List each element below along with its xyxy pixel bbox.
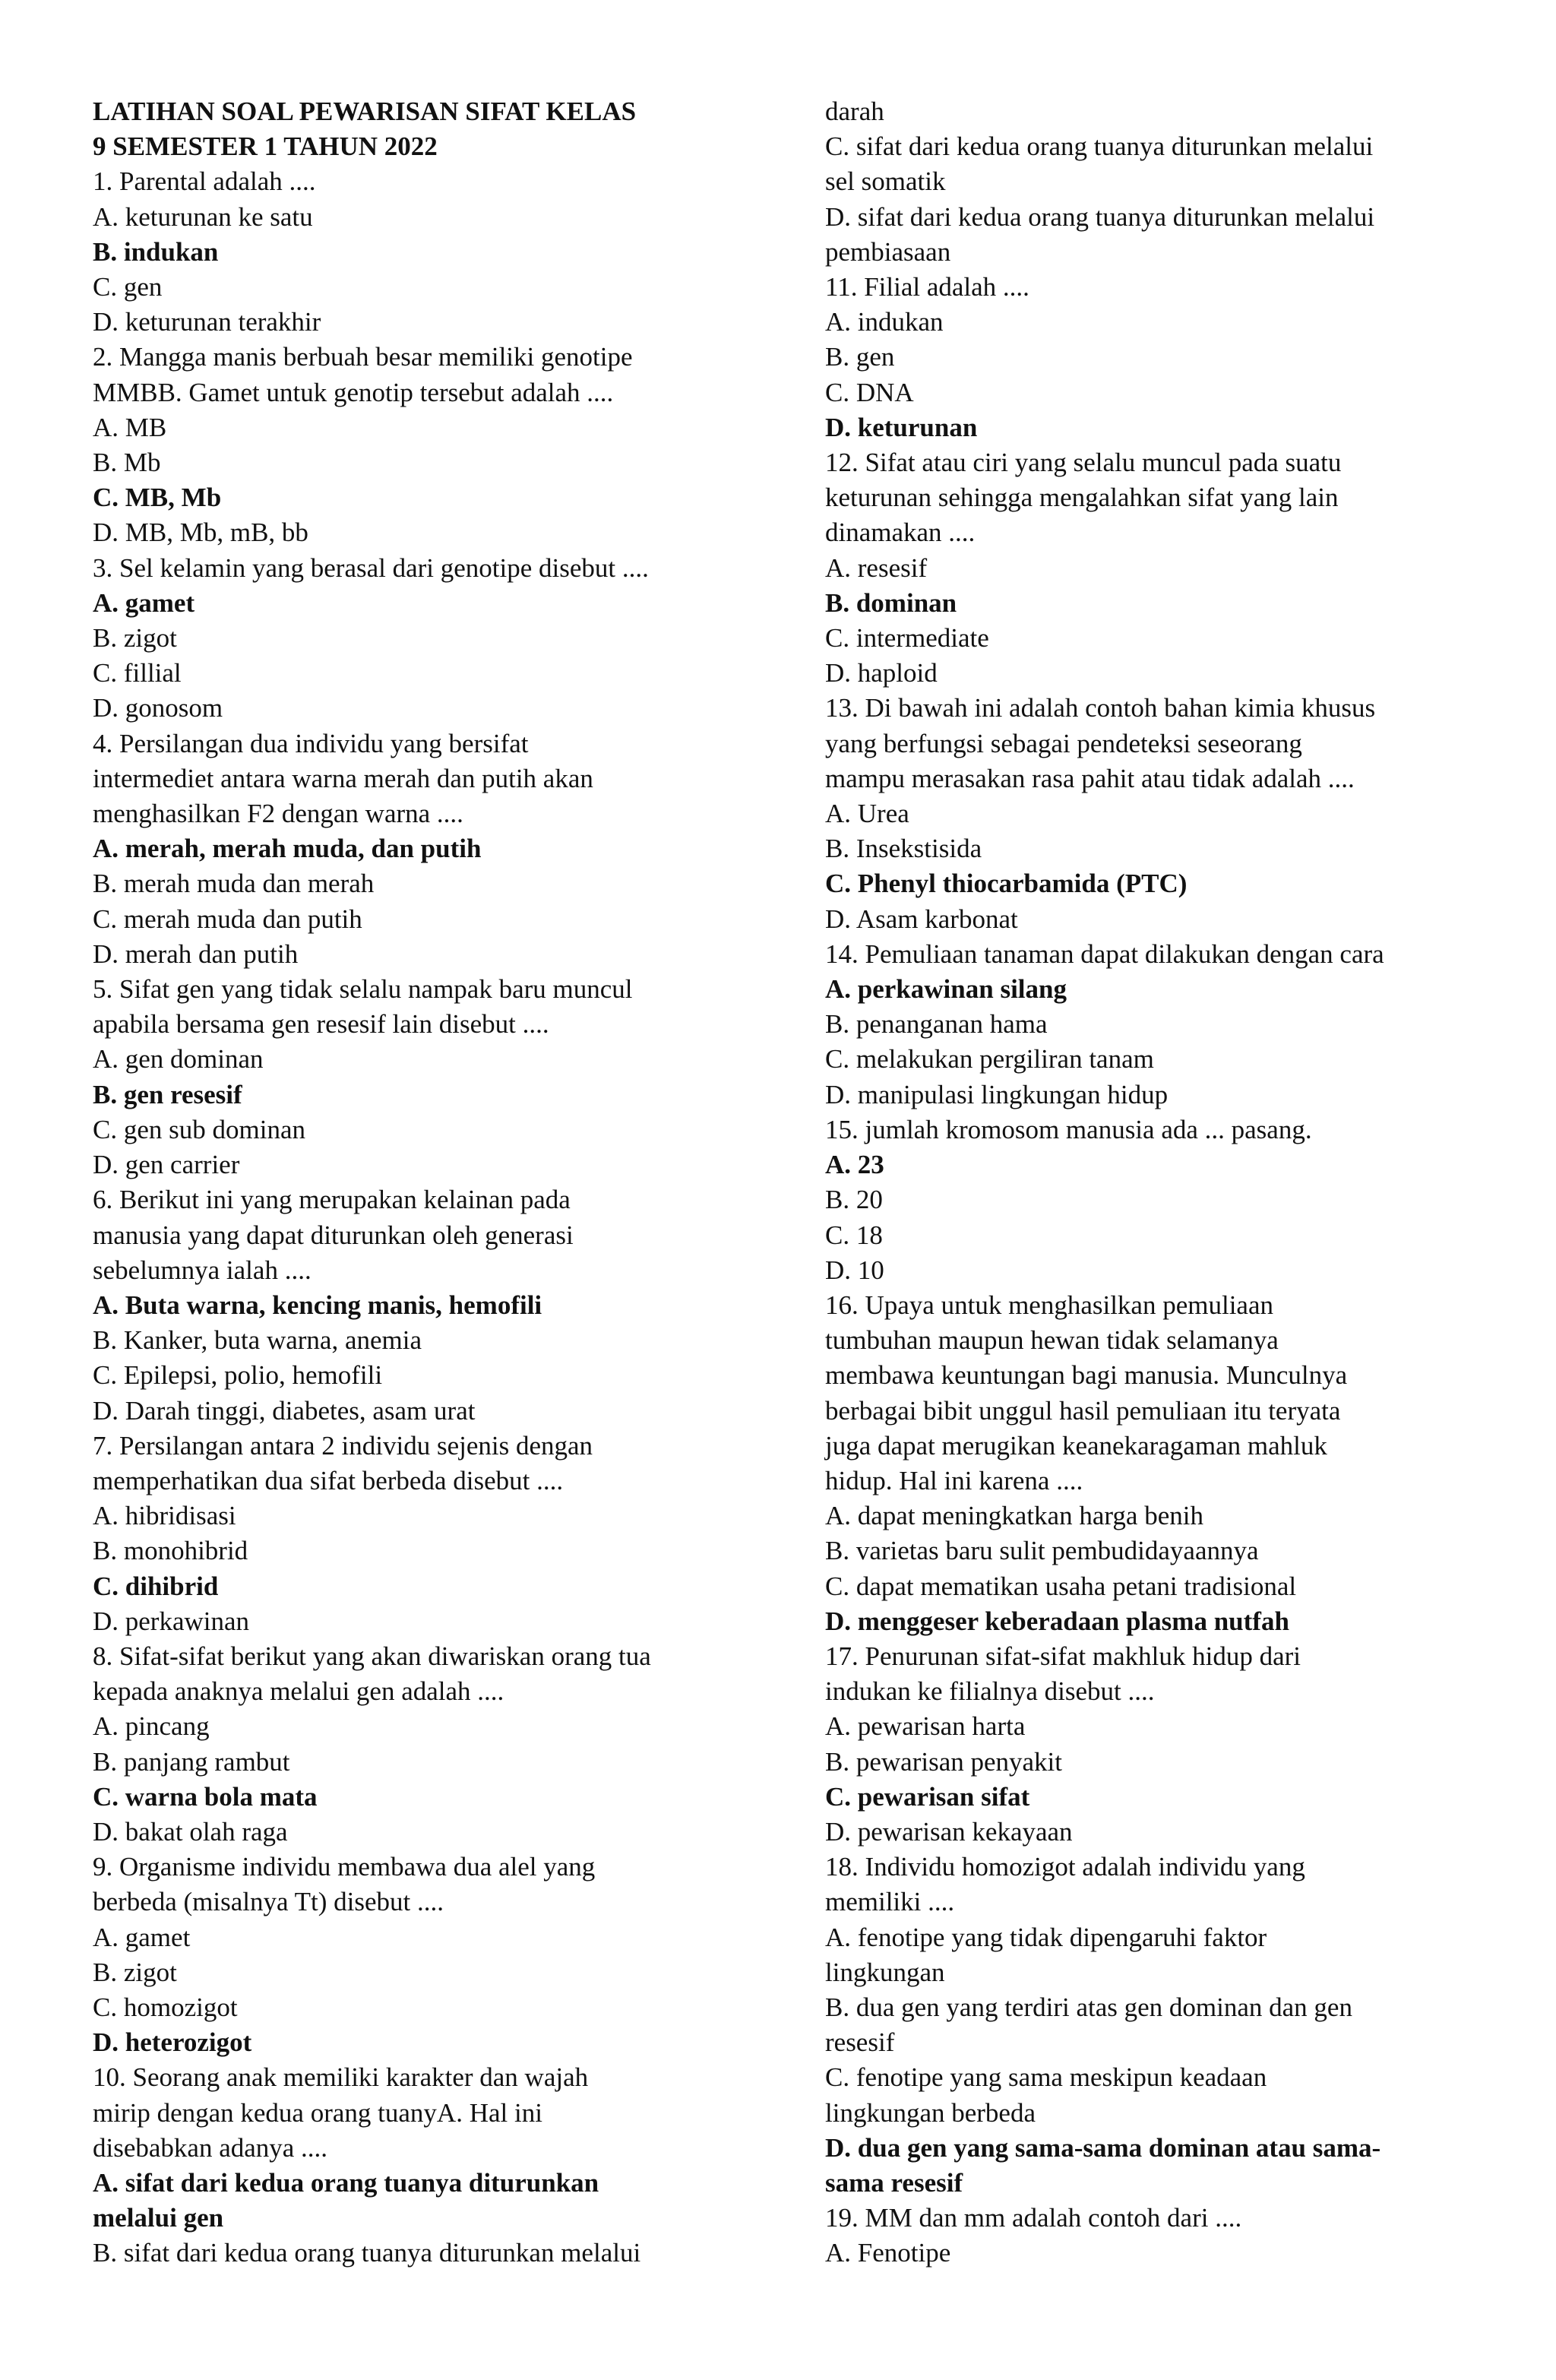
text-line: D. Darah tinggi, diabetes, asam urat: [93, 1395, 476, 1426]
text-line: B. gen: [825, 342, 895, 372]
answer-key-line: A. perkawinan silang: [825, 974, 1067, 1005]
answer-key-line: A. sifat dari kedua orang tuanya diturunkan: [93, 2167, 599, 2198]
answer-key-line: C. pewarisan sifat: [825, 1781, 1030, 1812]
text-line: C. merah muda dan putih: [93, 904, 362, 934]
text-line: membawa keuntungan bagi manusia. Munculnya: [825, 1360, 1348, 1391]
text-line: C. Epilepsi, polio, hemofili: [93, 1360, 383, 1391]
text-line: memperhatikan dua sifat berbeda disebut ....: [93, 1465, 564, 1495]
text-line: C. DNA: [825, 377, 914, 407]
text-line: 18. Individu homozigot adalah individu yang: [825, 1852, 1305, 1882]
text-line: indukan ke filialnya disebut ....: [825, 1676, 1155, 1707]
text-line: D. merah dan putih: [93, 938, 299, 969]
answer-key-line: C. warna bola mata: [93, 1781, 318, 1812]
text-line: C. sifat dari kedua orang tuanya diturunkan melalui: [825, 131, 1374, 162]
text-line: disebabkan adanya ....: [93, 2132, 328, 2163]
text-line: 16. Upaya untuk menghasilkan pemuliaan: [825, 1290, 1273, 1320]
text-line: B. monohibrid: [93, 1536, 248, 1566]
text-line: A. pewarisan harta: [825, 1711, 1026, 1742]
answer-key-line: D. dua gen yang sama-sama dominan atau sama-: [825, 2132, 1381, 2163]
text-line: A. indukan: [825, 307, 944, 337]
text-line: tumbuhan maupun hewan tidak selamanya: [825, 1325, 1279, 1356]
answer-key-line: C. dihibrid: [93, 1571, 219, 1601]
text-line: D. perkawinan: [93, 1606, 250, 1636]
text-line: berbeda (misalnya Tt) disebut ....: [93, 1887, 444, 1917]
answer-key-line: sama resesif: [825, 2167, 963, 2198]
text-line: 1. Parental adalah ....: [93, 166, 316, 197]
text-line: B. Insekstisida: [825, 834, 982, 864]
text-line: 19. MM dan mm adalah contoh dari ....: [825, 2203, 1242, 2233]
text-line: intermediet antara warna merah dan putih akan: [93, 763, 593, 793]
answer-key-line: C. MB, Mb: [93, 483, 222, 513]
text-line: B. panjang rambut: [93, 1746, 290, 1777]
text-line: kepada anaknya melalui gen adalah ....: [93, 1676, 504, 1707]
text-line: dinamakan ....: [825, 517, 976, 548]
text-line: D. gen carrier: [93, 1150, 240, 1180]
text-line: lingkungan berbeda: [825, 2097, 1036, 2128]
answer-key-line: B. indukan: [93, 236, 219, 267]
text-line: D. bakat olah raga: [93, 1816, 288, 1847]
answer-key-line: A. gamet: [93, 587, 195, 618]
text-line: B. varietas baru sulit pembudidayaannya: [825, 1536, 1259, 1566]
answer-key-line: A. 23: [825, 1150, 884, 1180]
text-line: C. 18: [825, 1220, 883, 1250]
text-line: juga dapat merugikan keanekaragaman mahluk: [825, 1430, 1327, 1461]
text-line: A. Fenotipe: [825, 2238, 951, 2268]
text-line: D. Asam karbonat: [825, 904, 1018, 934]
text-line: D. pewarisan kekayaan: [825, 1816, 1073, 1847]
text-line: A. fenotipe yang tidak dipengaruhi faktor: [825, 1922, 1267, 1952]
text-line: C. dapat mematikan usaha petani tradisional: [825, 1571, 1297, 1601]
text-line: 13. Di bawah ini adalah contoh bahan kimia khusus: [825, 693, 1376, 723]
answer-key-line: melalui gen: [93, 2203, 224, 2233]
text-line: A. dapat meningkatkan harga benih: [825, 1501, 1203, 1531]
text-line: MMBB. Gamet untuk genotip tersebut adalah ....: [93, 377, 614, 407]
text-line: D. MB, Mb, mB, bb: [93, 517, 308, 548]
text-line: 7. Persilangan antara 2 individu sejenis dengan: [93, 1430, 593, 1461]
text-line: 5. Sifat gen yang tidak selalu nampak baru muncul: [93, 974, 633, 1005]
text-line: keturunan sehingga mengalahkan sifat yang lain: [825, 483, 1339, 513]
text-line: 9. Organisme individu membawa dua alel yang: [93, 1852, 596, 1882]
text-line: B. zigot: [93, 1957, 177, 1987]
text-line: C. fillial: [93, 658, 182, 688]
text-line: C. gen sub dominan: [93, 1114, 305, 1144]
text-line: A. Urea: [825, 799, 909, 829]
text-line: D. sifat dari kedua orang tuanya diturunkan melalui: [825, 201, 1375, 232]
text-line: D. gonosom: [93, 693, 223, 723]
text-line: B. Kanker, buta warna, anemia: [93, 1325, 422, 1356]
text-line: sel somatik: [825, 166, 946, 197]
text-line: 2. Mangga manis berbuah besar memiliki genotipe: [93, 342, 633, 372]
text-line: B. penanganan hama: [825, 1009, 1048, 1040]
text-line: C. intermediate: [825, 623, 989, 654]
text-line: B. zigot: [93, 623, 177, 654]
text-line: manusia yang dapat diturunkan oleh generasi: [93, 1220, 574, 1250]
text-line: memiliki ....: [825, 1887, 955, 1917]
text-line: 6. Berikut ini yang merupakan kelainan pada: [93, 1185, 571, 1215]
text-line: D. 10: [825, 1255, 884, 1285]
text-line: 11. Filial adalah ....: [825, 272, 1029, 302]
text-line: B. 20: [825, 1185, 883, 1215]
text-line: sebelumnya ialah ....: [93, 1255, 312, 1285]
text-line: A. hibridisasi: [93, 1501, 236, 1531]
answer-key-line: 9 SEMESTER 1 TAHUN 2022: [93, 131, 438, 162]
answer-key-line: A. merah, merah muda, dan putih: [93, 834, 482, 864]
text-line: A. pincang: [93, 1711, 210, 1742]
text-line: 8. Sifat-sifat berikut yang akan diwariskan orang tua: [93, 1641, 651, 1671]
answer-key-line: LATIHAN SOAL PEWARISAN SIFAT KELAS: [93, 97, 637, 126]
answer-key-line: D. menggeser keberadaan plasma nutfah: [825, 1606, 1289, 1636]
text-line: C. gen: [93, 272, 163, 302]
text-line: C. homozigot: [93, 1992, 238, 2022]
text-line: C. fenotipe yang sama meskipun keadaan: [825, 2062, 1267, 2093]
text-line: menghasilkan F2 dengan warna ....: [93, 799, 463, 829]
text-line: 10. Seorang anak memiliki karakter dan wajah: [93, 2062, 589, 2093]
text-line: apabila bersama gen resesif lain disebut ....: [93, 1009, 549, 1040]
text-line: 14. Pemuliaan tanaman dapat dilakukan dengan cara: [825, 938, 1384, 969]
text-line: A. keturunan ke satu: [93, 201, 313, 232]
text-line: D. manipulasi lingkungan hidup: [825, 1079, 1169, 1109]
answer-key-line: A. Buta warna, kencing manis, hemofili: [93, 1290, 542, 1320]
text-line: hidup. Hal ini karena ....: [825, 1465, 1083, 1495]
text-line: darah: [825, 97, 884, 126]
text-line: A. resesif: [825, 552, 928, 583]
text-line: A. MB: [93, 412, 167, 442]
answer-key-line: B. gen resesif: [93, 1079, 242, 1109]
text-line: B. sifat dari kedua orang tuanya diturunkan melalui: [93, 2238, 641, 2268]
answer-key-line: B. dominan: [825, 587, 957, 618]
text-line: B. dua gen yang terdiri atas gen dominan dan gen: [825, 1992, 1352, 2022]
answer-key-line: C. Phenyl thiocarbamida (PTC): [825, 869, 1188, 899]
text-line: berbagai bibit unggul hasil pemuliaan itu teryata: [825, 1395, 1341, 1426]
text-line: B. pewarisan penyakit: [825, 1746, 1062, 1777]
text-line: A. gamet: [93, 1922, 191, 1952]
text-line: pembiasaan: [825, 236, 951, 267]
answer-key-line: D. heterozigot: [93, 2027, 252, 2058]
text-line: 4. Persilangan dua individu yang bersifat: [93, 728, 529, 758]
text-line: yang berfungsi sebagai pendeteksi seseorang: [825, 728, 1302, 758]
text-line: 3. Sel kelamin yang berasal dari genotipe disebut ....: [93, 552, 649, 583]
answer-key-line: D. keturunan: [825, 412, 978, 442]
left-column: [93, 94, 754, 2271]
text-line: mirip dengan kedua orang tuanyA. Hal ini: [93, 2097, 542, 2128]
text-line: 15. jumlah kromosom manusia ada ... pasang.: [825, 1114, 1312, 1144]
text-line: D. keturunan terakhir: [93, 307, 321, 337]
text-line: D. haploid: [825, 658, 938, 688]
right-column: [825, 94, 1494, 2271]
text-line: 12. Sifat atau ciri yang selalu muncul pada suatu: [825, 448, 1342, 478]
text-line: B. merah muda dan merah: [93, 869, 375, 899]
text-line: 17. Penurunan sifat-sifat makhluk hidup dari: [825, 1641, 1301, 1671]
text-line: C. melakukan pergiliran tanam: [825, 1044, 1154, 1074]
text-line: mampu merasakan rasa pahit atau tidak adalah ....: [825, 763, 1355, 793]
text-line: A. gen dominan: [93, 1044, 264, 1074]
text-line: lingkungan: [825, 1957, 945, 1987]
text-line: B. Mb: [93, 448, 161, 478]
text-line: resesif: [825, 2027, 895, 2058]
